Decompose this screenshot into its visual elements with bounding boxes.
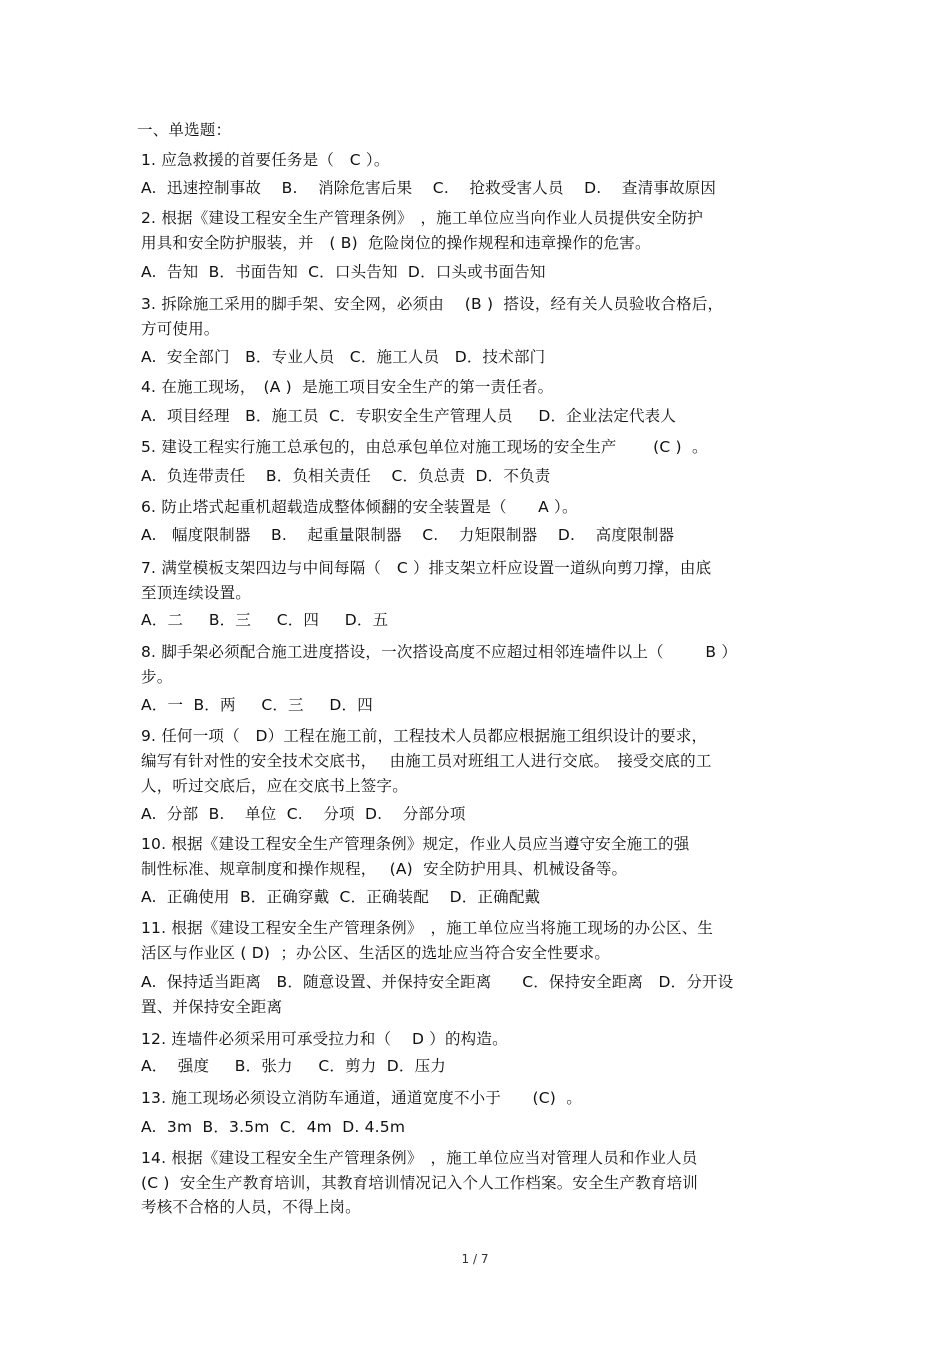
question-10-options: A. 正确使用 B．正确穿戴 C．正确装配 D．正确配戴 xyxy=(141,888,541,906)
question-6-options: A. 幅度限制器 B. 起重量限制器 C. 力矩限制器 D. 高度限制器 xyxy=(141,526,675,544)
question-10-text: 制性标准、规章制度和操作规程， (A) 安全防护用具、机械设备等。 xyxy=(141,860,628,878)
question-7-options: A．二 B．三 C．四 D．五 xyxy=(141,611,389,629)
question-9-text: 编写有针对性的安全技术交底书， 由施工员对班组工人进行交底。 接受交底的工 xyxy=(141,752,712,770)
question-12-options: A． 强度 B．张力 C．剪力 D．压力 xyxy=(141,1057,446,1075)
question-14-text: (C ) 安全生产教育培训，其教育培训情况记入个人工作档案。安全生产教育培训 xyxy=(141,1174,699,1192)
question-13-options: A. 3m B．3.5m C．4m D. 4.5m xyxy=(141,1118,406,1136)
question-9-text: 9. 任何一项（ D）工程在施工前，工程技术人员都应根据施工组织设计的要求， xyxy=(141,727,708,745)
question-1-text: 1. 应急救援的首要任务是（ C ）。 xyxy=(141,151,390,169)
question-8-text: 步。 xyxy=(141,668,173,686)
question-5-options: A. 负连带责任 B．负相关责任 C．负总责 D．不负责 xyxy=(141,467,551,485)
question-14-text: 14. 根据《建设工程安全生产管理条例》 ，施工单位应当对管理人员和作业人员 xyxy=(141,1149,698,1167)
question-8-text: 8. 脚手架必须配合施工进度搭设，一次搭设高度不应超过相邻连墙件以上（ B ） xyxy=(141,643,738,661)
question-14-text: 考核不合格的人员，不得上岗。 xyxy=(141,1198,361,1216)
question-11-text: 11. 根据《建设工程安全生产管理条例》 ，施工单位应当将施工现场的办公区、生 xyxy=(141,919,714,937)
question-1-options: A. 迅速控制事故 B. 消除危害后果 C. 抢救受害人员 D. 查清事故原因 xyxy=(141,179,717,197)
question-3-options: A. 安全部门 B．专业人员 C．施工人员 D．技术部门 xyxy=(141,348,546,366)
section-title: 一、单选题： xyxy=(137,121,232,139)
question-4-options: A. 项目经理 B．施工员 C．专职安全生产管理人员 D．企业法定代表人 xyxy=(141,407,677,425)
question-9-text: 人，听过交底后，应在交底书上签字。 xyxy=(141,777,408,795)
question-11-options: 置、并保持安全距离 xyxy=(141,998,283,1016)
question-7-text: 至顶连续设置。 xyxy=(141,584,251,602)
question-12-text: 12. 连墙件必须采用可承受拉力和（ D ）的构造。 xyxy=(141,1030,508,1048)
question-4-text: 4. 在施工现场， (A ) 是施工项目安全生产的第一责任者。 xyxy=(141,378,554,396)
question-6-text: 6. 防止塔式起重机超载造成整体倾翻的安全装置是（ A ）。 xyxy=(141,498,578,516)
question-5-text: 5. 建设工程实行施工总承包的，由总承包单位对施工现场的安全生产 (C ) 。 xyxy=(141,438,708,456)
question-8-options: A．一 B．两 C．三 D．四 xyxy=(141,696,373,714)
question-2-options: A. 告知 B．书面告知 C．口头告知 D．口头或书面告知 xyxy=(141,263,546,281)
question-3-text: 3. 拆除施工采用的脚手架、安全网，必须由 (B ) 搭设，经有关人员验收合格后， xyxy=(141,295,724,313)
question-3-text: 方可使用。 xyxy=(141,320,220,338)
question-11-options: A. 保持适当距离 B．随意设置、并保持安全距离 C．保持安全距离 D．分开设 xyxy=(141,973,734,991)
question-9-options: A. 分部 B. 单位 C. 分项 D. 分部分项 xyxy=(141,805,466,823)
question-2-text: 2. 根据《建设工程安全生产管理条例》 ，施工单位应当向作业人员提供安全防护 xyxy=(141,209,704,227)
page-number: 1 / 7 xyxy=(461,1252,489,1266)
question-11-text: 活区与作业区 ( D) ；办公区、生活区的选址应当符合安全性要求。 xyxy=(141,944,611,962)
question-2-text: 用具和安全防护服装，并 ( B) 危险岗位的操作规程和违章操作的危害。 xyxy=(141,234,651,252)
question-10-text: 10. 根据《建设工程安全生产管理条例》规定，作业人员应当遵守安全施工的强 xyxy=(141,835,690,853)
question-7-text: 7. 满堂模板支架四边与中间每隔（ C ）排支架立杆应设置一道纵向剪刀撑，由底 xyxy=(141,559,712,577)
question-13-text: 13. 施工现场必须设立消防车通道，通道宽度不小于 (C) 。 xyxy=(141,1089,582,1107)
